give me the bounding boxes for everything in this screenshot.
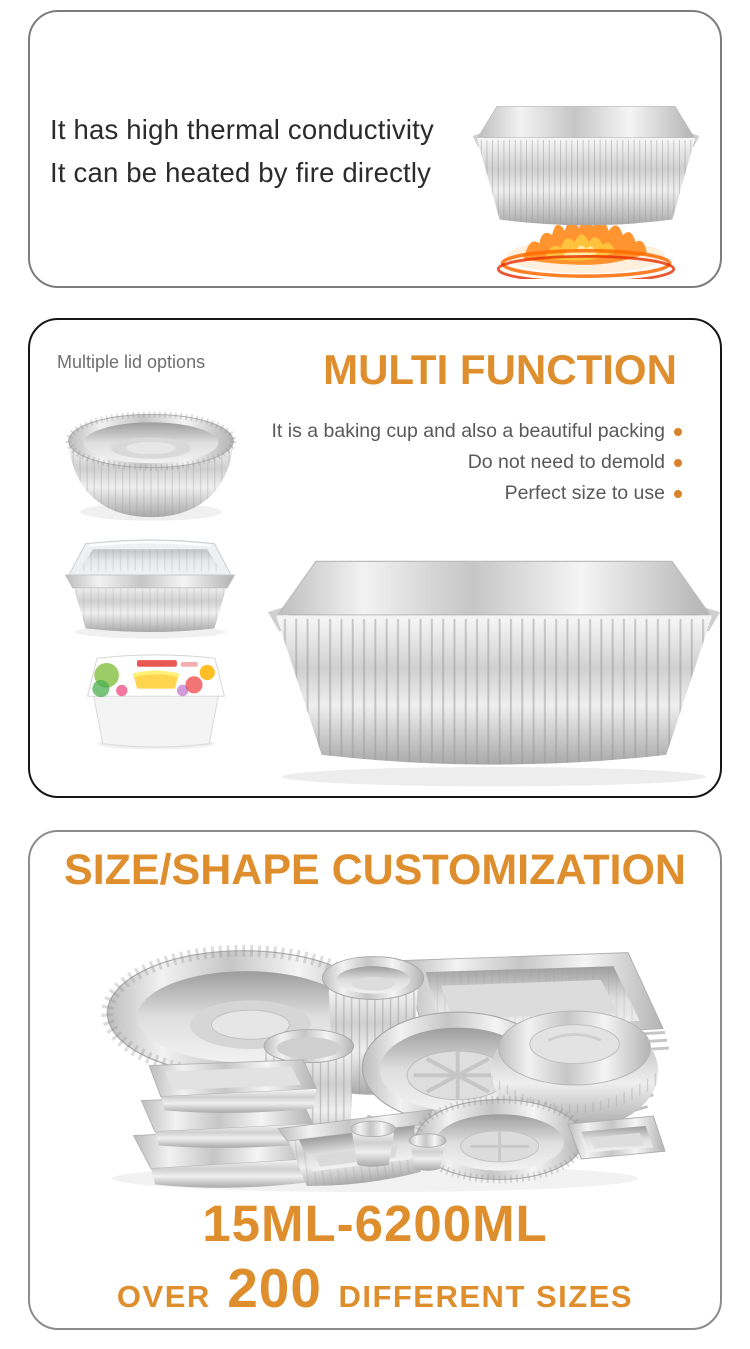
foil-pan-over-fire-illustration <box>453 95 719 279</box>
multiple-lid-options-label: Multiple lid options <box>57 352 206 372</box>
rect-foil-container-illustration <box>58 528 242 644</box>
feature-bullet-list <box>271 416 682 509</box>
bullet-dot-icon <box>674 459 682 467</box>
round-foil-bowl-illustration <box>60 402 242 526</box>
subtitle-suffix: DIFFERENT SIZES <box>338 1279 634 1314</box>
bullet-item <box>271 478 682 509</box>
sizes-subtitle <box>30 1256 720 1320</box>
loaf-pan-stack <box>134 1060 317 1188</box>
bullet-text: Do not need to demold <box>467 451 665 473</box>
bullet-item <box>271 447 682 478</box>
round-foil-bowl-image <box>60 402 242 526</box>
thermal-line1: It has high thermal conductivity <box>50 114 434 145</box>
large-foil-pan-image <box>268 542 720 790</box>
thermal-line2: It can be heated by fire directly <box>50 157 432 188</box>
thermal-card <box>28 10 722 288</box>
multi-function-title: MULTI FUNCTION <box>323 346 677 393</box>
customization-card <box>28 830 722 1330</box>
bullet-dot-icon <box>674 490 682 498</box>
large-foil-pan-illustration <box>268 542 720 790</box>
bullet-item <box>271 416 682 447</box>
assorted-containers-illustration <box>75 904 675 1196</box>
bullet-dot-icon <box>674 428 682 436</box>
subtitle-number: 200 <box>227 1257 322 1319</box>
size-range-text: 15ML-6200ML <box>202 1195 548 1252</box>
small-square-pan <box>568 1116 665 1159</box>
bullet-text: It is a baking cup and also a beautiful packing <box>271 420 665 442</box>
printed-lid-container-image <box>80 648 232 752</box>
rect-foil-container-with-lid-image <box>58 528 242 644</box>
bullet-text: Perfect size to use <box>504 482 665 504</box>
customization-title: SIZE/SHAPE CUSTOMIZATION <box>64 846 686 894</box>
assorted-containers-image <box>75 904 675 1196</box>
subtitle-prefix: OVER <box>116 1279 211 1314</box>
foil-pan-over-fire-image <box>453 95 719 279</box>
multifunction-card <box>28 318 722 798</box>
thermal-text <box>50 108 434 194</box>
printed-lid-container-illustration <box>80 648 232 752</box>
